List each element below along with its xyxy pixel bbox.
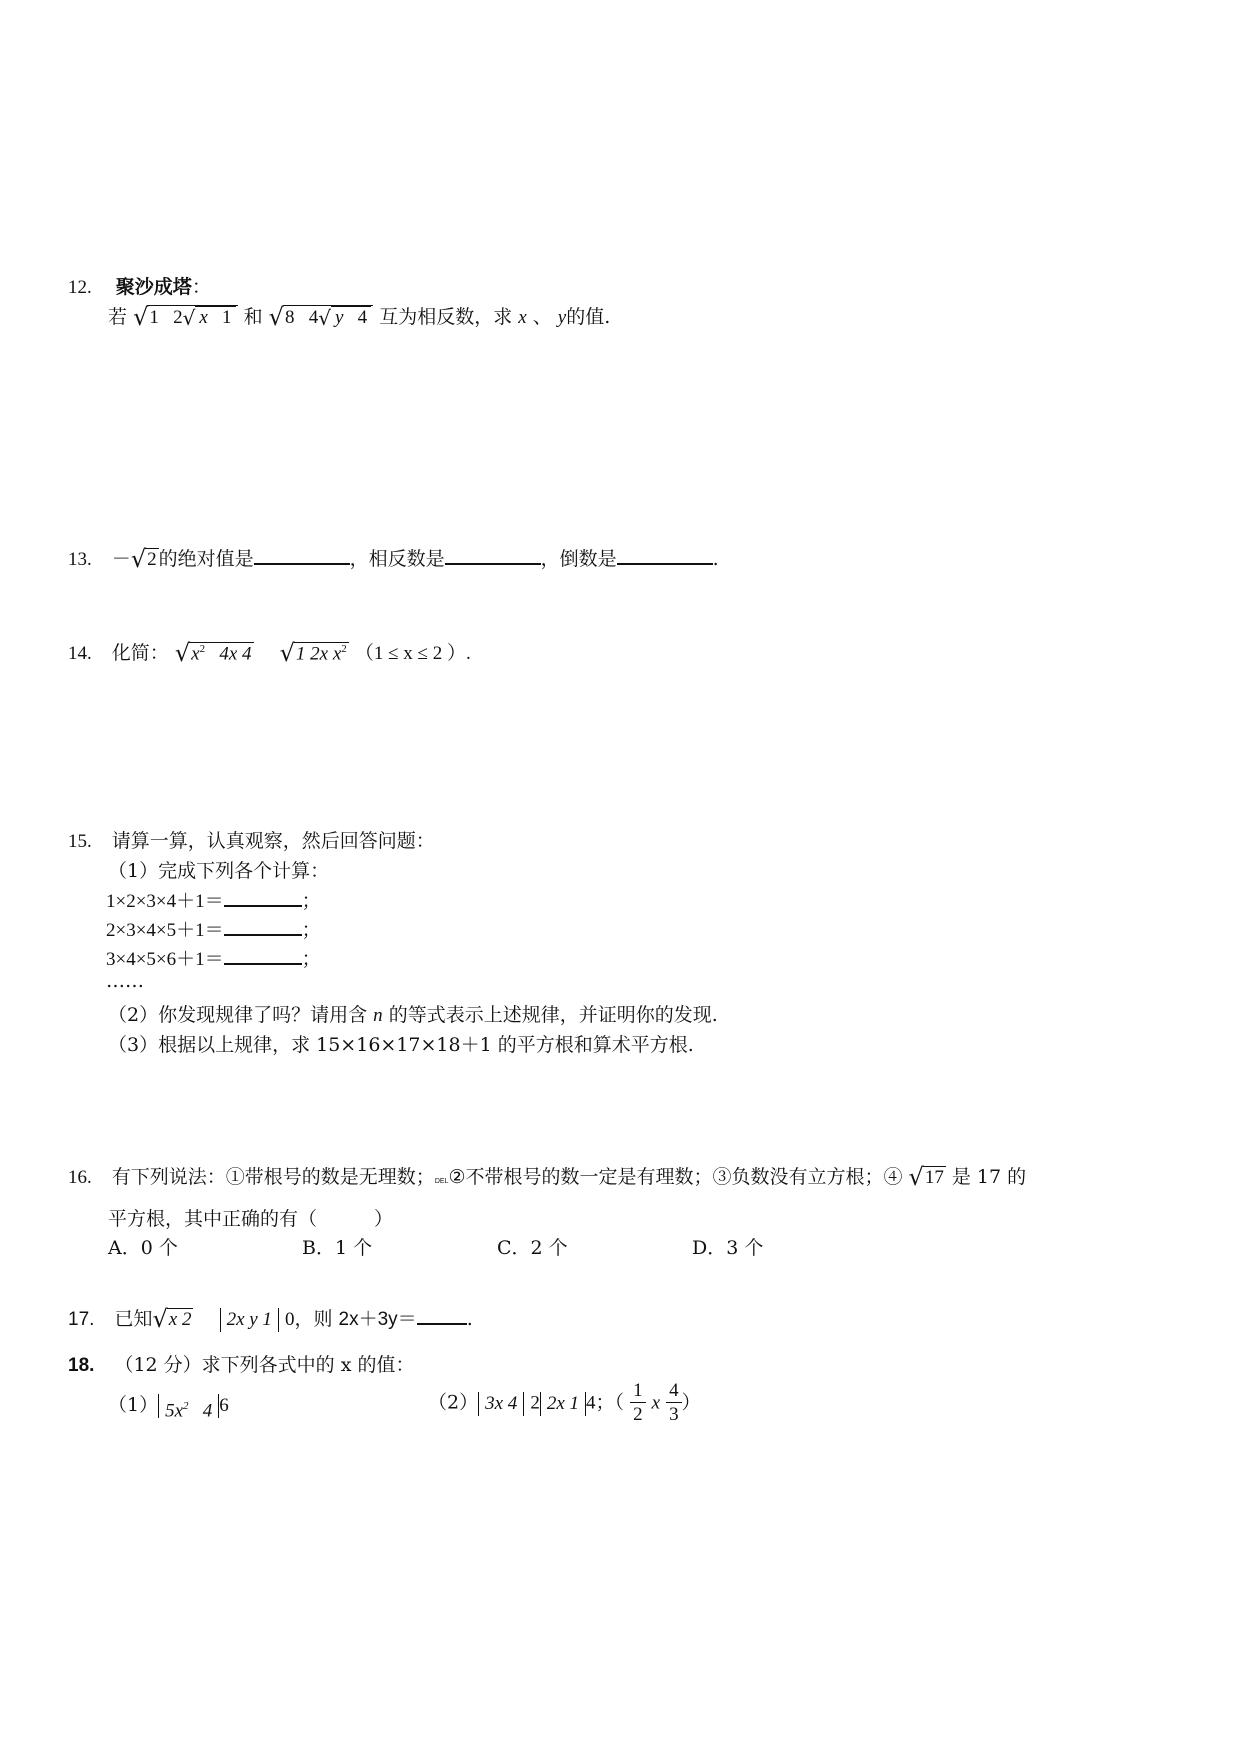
q12-prefix: 若 [108,306,128,328]
q16-tiny-mark: DEL [434,1178,449,1185]
q15-part-2: （2）你发现规律了吗？请用含 n 的等式表示上述规律，并证明你的发现. [108,1004,718,1026]
q13-blank-3[interactable] [617,545,713,565]
q13-radical: √2 [130,545,157,573]
q15-part-3: （3）根据以上规律，求 15×16×17×18＋1 的平方根和算术平方根. [108,1034,694,1056]
q13-blank-1[interactable] [254,545,350,565]
q13-text-3: ，倒数是 [540,548,617,570]
q16-line-1: 16. 有下列说法：①带根号的数是无理数；DEL②不带根号的数一定是有理数；③负数没有立方根；④ √17 是 17 的 [68,1163,1027,1191]
q17-blank[interactable] [417,1305,467,1325]
q13 [68,544,719,573]
q14 [68,638,471,667]
q12-conj: 和 [243,306,263,328]
q16-line-2: 平方根，其中正确的有（ ） [108,1208,394,1230]
q15-blank-3[interactable] [224,945,302,965]
q13-blank-2[interactable] [445,545,541,565]
q18-number: 18. [68,1355,95,1376]
q12-radical-1: √1 2√ x 1 [133,303,237,331]
q18-fraction-2: $\frac{4}{3}$ [666,1380,682,1427]
q15-number: 15. [68,831,92,852]
q14-label: 化简： [111,642,169,664]
q16-number: 16. [68,1167,92,1188]
q12-suffix: 互为相反数，求 [379,306,513,328]
q16-option-d[interactable]: D．3 个 [692,1237,764,1259]
q16-radical: √17 [908,1163,944,1191]
q18-header [68,1350,414,1377]
q12-number: 12. [68,277,92,298]
q16-option-b[interactable]: B．1 个 [302,1237,373,1259]
q18-fraction-1: $\frac{1}{2}$ [630,1380,646,1427]
q15-line-3: 3×4×5×6＋1＝ ； [106,944,321,971]
q18-p2-abs-2: 2x 1 [540,1392,586,1416]
q13-end: . [712,548,719,570]
q18-part-2: （2） 3x 4 2 2x 1 4；（ $\frac{1}{2}$ x $\frac{4}{3}$ ） [428,1380,701,1425]
q14-radical-1: $√x^2$ 4x 4 [174,639,252,667]
q12-radical-2: √8 4√ y 4 [269,303,373,331]
q15-dots: …… [106,970,144,992]
q18-p1-abs: $5x^2$ 4 [158,1394,219,1418]
q15-blank-2[interactable] [224,916,302,936]
q14-number: 14. [68,643,92,664]
q12-body [108,302,610,331]
q12-colon: ： [191,276,211,298]
q12-tail: 的值. [566,306,611,328]
q17-expr: 2x＋3y＝ [338,1309,417,1330]
q18-part-1: （1） $5x^2$ 4 6 [108,1394,229,1422]
q12-sep: 、 [532,306,552,328]
q13-text-2: ，相反数是 [349,548,445,570]
q15-part-1: （1）完成下列各个计算： [108,860,330,882]
q12-header [68,272,211,299]
q17-prefix: 已知 [114,1308,153,1330]
q15-line-1: 1×2×3×4＋1＝ ； [106,886,321,913]
q15-blank-1[interactable] [224,887,302,907]
q13-text-1: 的绝对值是 [158,548,254,570]
q13-number: 13. [68,549,92,570]
q15-line-2: 2×3×4×5＋1＝ ； [106,915,321,942]
q12-var-y: y [557,307,567,328]
q16-option-c[interactable]: C．2 个 [497,1237,568,1259]
q18-p2-abs-1: 3x 4 [478,1392,524,1416]
q16-option-a[interactable]: A．0 个 [108,1237,178,1259]
q14-radical-2: √1 2x $x^2$ [279,639,347,667]
q13-minus: － [111,548,131,570]
q17-eq: 0，则 [284,1309,333,1330]
q17-number: 17. [68,1309,95,1330]
q17-radical: √x 2 [152,1305,192,1333]
q18-title: （12 分）求下列各式中的 x 的值： [114,1354,415,1376]
q17-abs: 2x y 1 [220,1308,279,1332]
q12-title: 聚沙成塔 [115,276,192,298]
q12-var-x: x [518,307,527,328]
q17: 17. 已知√x 2 2x y 1 0，则 2x＋3y＝ . [68,1305,473,1333]
q14-condition: （1 ≤ x ≤ 2 ）. [354,643,471,664]
q15-header [68,826,435,853]
q15-title: 请算一算，认真观察，然后回答问题： [111,830,435,852]
